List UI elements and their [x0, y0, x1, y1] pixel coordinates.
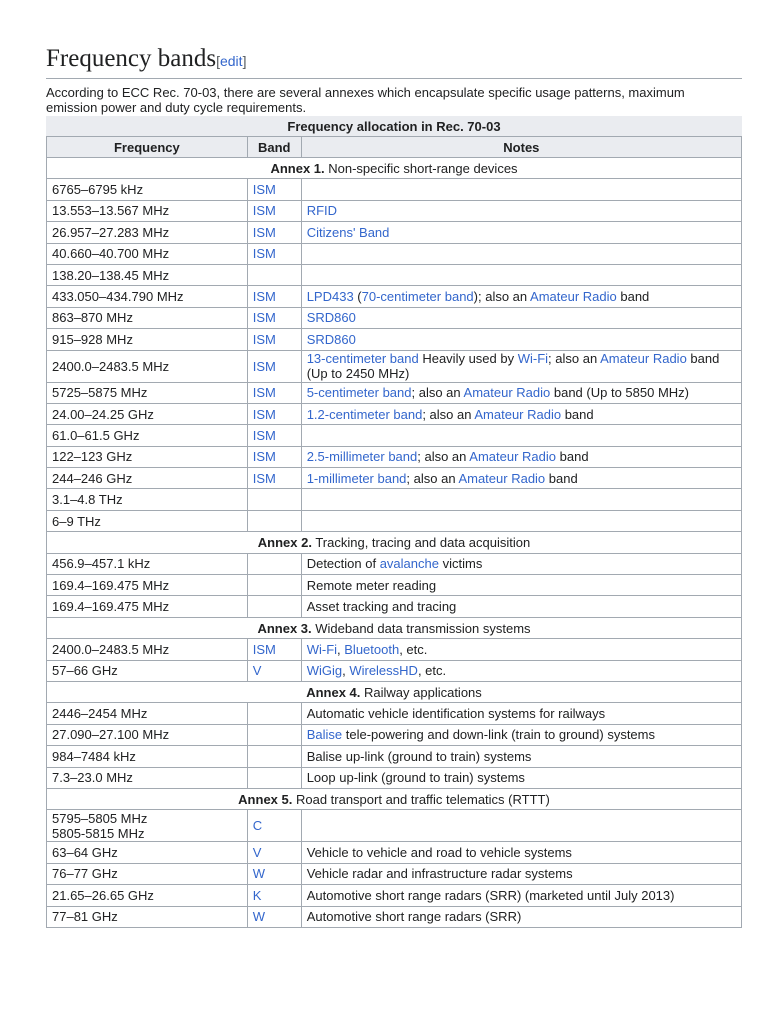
band-cell[interactable]: W — [247, 863, 301, 884]
table-row — [47, 863, 742, 884]
annex-number: Annex 1. — [270, 160, 325, 176]
note-link[interactable]: 13-centimeter band — [306, 351, 419, 367]
note-text: band (Up to 2450 MHz) — [306, 351, 723, 382]
table-row — [47, 724, 742, 745]
band-cell[interactable]: ISM — [247, 179, 301, 200]
notes-cell — [301, 468, 741, 489]
edit-section: [edit] — [216, 53, 247, 69]
band-cell[interactable]: W — [247, 906, 301, 927]
annex-row — [47, 617, 742, 638]
annex-number: Annex 3. — [257, 620, 312, 636]
note-link[interactable]: Balise — [306, 727, 343, 743]
band-cell[interactable]: ISM — [247, 307, 301, 328]
notes-cell — [301, 596, 741, 617]
header-notes: Notes — [301, 137, 741, 158]
notes-cell — [301, 660, 741, 681]
frequency-cell: 24.00–24.25 GHz — [47, 403, 248, 424]
note-text: Remote meter reading — [306, 577, 437, 593]
table-row — [47, 510, 742, 531]
notes-cell — [301, 179, 741, 200]
note-link[interactable]: SRD860 — [306, 310, 356, 326]
frequency-cell: 27.090–27.100 MHz — [47, 724, 248, 745]
notes-cell — [301, 382, 741, 403]
table-row — [47, 639, 742, 660]
notes-cell — [301, 403, 741, 424]
note-link[interactable]: Amateur Radio — [474, 406, 562, 422]
annex-number: Annex 2. — [257, 534, 312, 550]
note-link[interactable]: 5-centimeter band — [306, 385, 412, 401]
frequency-cell: 6–9 THz — [47, 510, 248, 531]
header-frequency: Frequency — [47, 137, 248, 158]
note-link[interactable]: Amateur Radio — [458, 470, 546, 486]
table-row — [47, 446, 742, 467]
notes-cell — [301, 863, 741, 884]
note-text: band — [561, 406, 594, 422]
band-cell[interactable]: K — [247, 885, 301, 906]
band-cell[interactable]: V — [247, 842, 301, 863]
note-text: Automatic vehicle identification systems for railways — [306, 706, 606, 722]
frequency-cell: 6765–6795 kHz — [47, 179, 248, 200]
note-link[interactable]: Wi-Fi — [306, 641, 338, 657]
notes-cell — [301, 222, 741, 243]
frequency-cell: 984–7484 kHz — [47, 746, 248, 767]
frequency-cell: 2400.0–2483.5 MHz — [47, 350, 248, 382]
frequency-cell: 13.553–13.567 MHz — [47, 200, 248, 221]
note-link[interactable]: 1.2-centimeter band — [306, 406, 423, 422]
frequency-cell: 76–77 GHz — [47, 863, 248, 884]
note-text: tele-powering and down-link (train to ground) systems — [342, 727, 655, 743]
table-row — [47, 842, 742, 863]
table-row — [47, 264, 742, 285]
notes-cell — [301, 575, 741, 596]
frequency-cell: 5795–5805 MHz 5805-5815 MHz — [47, 810, 248, 842]
frequency-cell: 40.660–40.700 MHz — [47, 243, 248, 264]
note-text: Detection of — [306, 556, 380, 572]
annex-number: Annex 5. — [238, 791, 293, 807]
notes-cell — [301, 885, 741, 906]
frequency-cell: 169.4–169.475 MHz — [47, 596, 248, 617]
note-text: ( — [353, 289, 362, 305]
frequency-cell: 915–928 MHz — [47, 329, 248, 350]
note-text: Automotive short range radars (SRR) — [306, 909, 522, 925]
notes-cell — [301, 639, 741, 660]
notes-cell — [301, 810, 741, 842]
note-link[interactable]: Citizens' Band — [306, 224, 390, 240]
intro-paragraph: According to ECC Rec. 70-03, there are several annexes which encapsulate specific usage patterns, maximum emission power and duty cycle requirements. — [46, 85, 685, 115]
table-row — [47, 307, 742, 328]
note-link[interactable]: 70-centimeter band — [361, 289, 474, 305]
section-heading — [46, 0, 742, 79]
note-link[interactable]: SRD860 — [306, 331, 356, 347]
band-cell[interactable]: ISM — [247, 222, 301, 243]
edit-link[interactable]: edit — [219, 53, 243, 69]
note-link[interactable]: Bluetooth — [344, 641, 400, 657]
annex-heading — [47, 158, 742, 179]
header-band: Band — [247, 137, 301, 158]
note-text: ); also an — [473, 289, 531, 305]
notes-cell — [301, 553, 741, 574]
table-row — [47, 906, 742, 927]
band-cell — [247, 553, 301, 574]
annex-heading — [47, 788, 742, 809]
table-header-row — [47, 137, 742, 158]
table-row — [47, 350, 742, 382]
frequency-cell: 63–64 GHz — [47, 842, 248, 863]
band-cell[interactable]: C — [247, 810, 301, 842]
notes-cell — [301, 510, 741, 531]
annex-title: Non-specific short-range devices — [324, 160, 518, 176]
notes-cell — [301, 703, 741, 724]
frequency-cell: 61.0–61.5 GHz — [47, 425, 248, 446]
table-row — [47, 286, 742, 307]
note-text: Heavily used by — [418, 351, 518, 367]
table-caption: Frequency allocation in Rec. 70-03 — [46, 116, 742, 136]
band-cell[interactable]: ISM — [247, 243, 301, 264]
note-link[interactable]: LPD433 — [306, 289, 354, 305]
note-link[interactable]: Amateur Radio — [600, 351, 687, 367]
notes-cell — [301, 425, 741, 446]
notes-cell — [301, 446, 741, 467]
notes-cell — [301, 746, 741, 767]
frequency-cell: 26.957–27.283 MHz — [47, 222, 248, 243]
table-row — [47, 575, 742, 596]
note-text: band — [556, 449, 589, 465]
frequency-cell: 456.9–457.1 kHz — [47, 553, 248, 574]
notes-cell — [301, 767, 741, 788]
band-cell — [247, 489, 301, 510]
table-row — [47, 179, 742, 200]
annex-row — [47, 158, 742, 179]
frequency-cell: 122–123 GHz — [47, 446, 248, 467]
frequency-cell: 3.1–4.8 THz — [47, 489, 248, 510]
annex-row — [47, 681, 742, 702]
notes-cell — [301, 329, 741, 350]
annex-title: Tracking, tracing and data acquisition — [311, 534, 531, 550]
notes-cell — [301, 906, 741, 927]
annex-title: Railway applications — [360, 684, 482, 700]
band-cell — [247, 703, 301, 724]
notes-cell — [301, 842, 741, 863]
table-row — [47, 489, 742, 510]
note-text: , etc. — [399, 641, 428, 657]
notes-cell — [301, 489, 741, 510]
note-text: , etc. — [417, 663, 447, 679]
band-cell — [247, 767, 301, 788]
frequency-table — [46, 116, 742, 928]
band-cell[interactable]: ISM — [247, 403, 301, 424]
note-text: ; also an — [548, 351, 601, 367]
note-text: ; also an — [417, 449, 470, 465]
note-text: band (Up to 5850 MHz) — [550, 385, 689, 401]
table-row — [47, 425, 742, 446]
note-link[interactable]: WiGig — [306, 663, 343, 679]
table-row — [47, 403, 742, 424]
table-row — [47, 243, 742, 264]
table-row — [47, 746, 742, 767]
table-row — [47, 660, 742, 681]
band-cell[interactable]: ISM — [247, 286, 301, 307]
band-cell[interactable]: ISM — [247, 468, 301, 489]
note-link[interactable]: avalanche — [379, 556, 439, 572]
notes-cell — [301, 350, 741, 382]
frequency-cell: 5725–5875 MHz — [47, 382, 248, 403]
note-link[interactable]: Wi-Fi — [517, 351, 549, 367]
frequency-cell: 7.3–23.0 MHz — [47, 767, 248, 788]
annex-number: Annex 4. — [306, 684, 361, 700]
note-text: Vehicle to vehicle and road to vehicle systems — [306, 845, 572, 861]
note-link[interactable]: Amateur Radio — [469, 449, 557, 465]
band-cell[interactable]: ISM — [247, 382, 301, 403]
table-row — [47, 468, 742, 489]
note-text: band — [545, 470, 578, 486]
note-text: ; also an — [422, 406, 475, 422]
frequency-cell: 57–66 GHz — [47, 660, 248, 681]
table-row — [47, 703, 742, 724]
band-cell — [247, 596, 301, 617]
band-cell — [247, 575, 301, 596]
frequency-cell: 21.65–26.65 GHz — [47, 885, 248, 906]
note-text: , — [337, 641, 345, 657]
band-cell[interactable]: ISM — [247, 425, 301, 446]
frequency-cell: 863–870 MHz — [47, 307, 248, 328]
notes-cell — [301, 200, 741, 221]
section-title: Frequency bands — [46, 45, 217, 72]
band-cell[interactable]: ISM — [247, 329, 301, 350]
annex-title: Wideband data transmission systems — [311, 620, 531, 636]
band-cell — [247, 510, 301, 531]
frequency-cell: 77–81 GHz — [47, 906, 248, 927]
note-text: Automotive short range radars (SRR) (marketed until July 2013) — [306, 887, 675, 903]
notes-cell — [301, 243, 741, 264]
notes-cell — [301, 307, 741, 328]
note-link[interactable]: WirelessHD — [349, 663, 418, 679]
note-text: , — [342, 663, 350, 679]
table-row — [47, 553, 742, 574]
note-link[interactable]: RFID — [306, 203, 338, 219]
annex-row — [47, 788, 742, 809]
band-cell[interactable]: ISM — [247, 446, 301, 467]
frequency-cell: 433.050–434.790 MHz — [47, 286, 248, 307]
note-text: Asset tracking and tracing — [306, 599, 457, 615]
band-cell[interactable]: ISM — [247, 350, 301, 382]
frequency-cell: 2446–2454 MHz — [47, 703, 248, 724]
note-link[interactable]: 2.5-millimeter band — [306, 449, 418, 465]
annex-row — [47, 532, 742, 553]
table-row — [47, 200, 742, 221]
table-row — [47, 885, 742, 906]
annex-heading — [47, 617, 742, 638]
annex-heading — [47, 681, 742, 702]
frequency-cell: 169.4–169.475 MHz — [47, 575, 248, 596]
note-link[interactable]: Amateur Radio — [530, 289, 617, 305]
annex-heading — [47, 532, 742, 553]
note-text: band — [616, 289, 650, 305]
table-row — [47, 810, 742, 842]
band-cell[interactable]: ISM — [247, 639, 301, 660]
note-link[interactable]: Amateur Radio — [463, 385, 551, 401]
band-cell[interactable]: ISM — [247, 200, 301, 221]
frequency-cell: 138.20–138.45 MHz — [47, 264, 248, 285]
note-link[interactable]: 1-millimeter band — [306, 470, 407, 486]
table-body — [47, 158, 742, 928]
table-row — [47, 596, 742, 617]
note-text: Vehicle radar and infrastructure radar systems — [306, 866, 573, 882]
frequency-cell: 244–246 GHz — [47, 468, 248, 489]
notes-cell — [301, 264, 741, 285]
band-cell — [247, 264, 301, 285]
frequency-cell: 2400.0–2483.5 MHz — [47, 639, 248, 660]
table-row — [47, 329, 742, 350]
table-row — [47, 222, 742, 243]
band-cell[interactable]: V — [247, 660, 301, 681]
notes-cell — [301, 724, 741, 745]
annex-title: Road transport and traffic telematics (RTTT) — [292, 791, 550, 807]
table-row — [47, 382, 742, 403]
band-cell — [247, 724, 301, 745]
note-text: ; also an — [406, 470, 459, 486]
note-text: Loop up-link (ground to train) systems — [306, 770, 525, 786]
table-row — [47, 767, 742, 788]
band-cell — [247, 746, 301, 767]
note-text: Balise up-link (ground to train) systems — [306, 748, 532, 764]
note-text: ; also an — [411, 385, 464, 401]
note-text: victims — [438, 556, 483, 572]
notes-cell — [301, 286, 741, 307]
